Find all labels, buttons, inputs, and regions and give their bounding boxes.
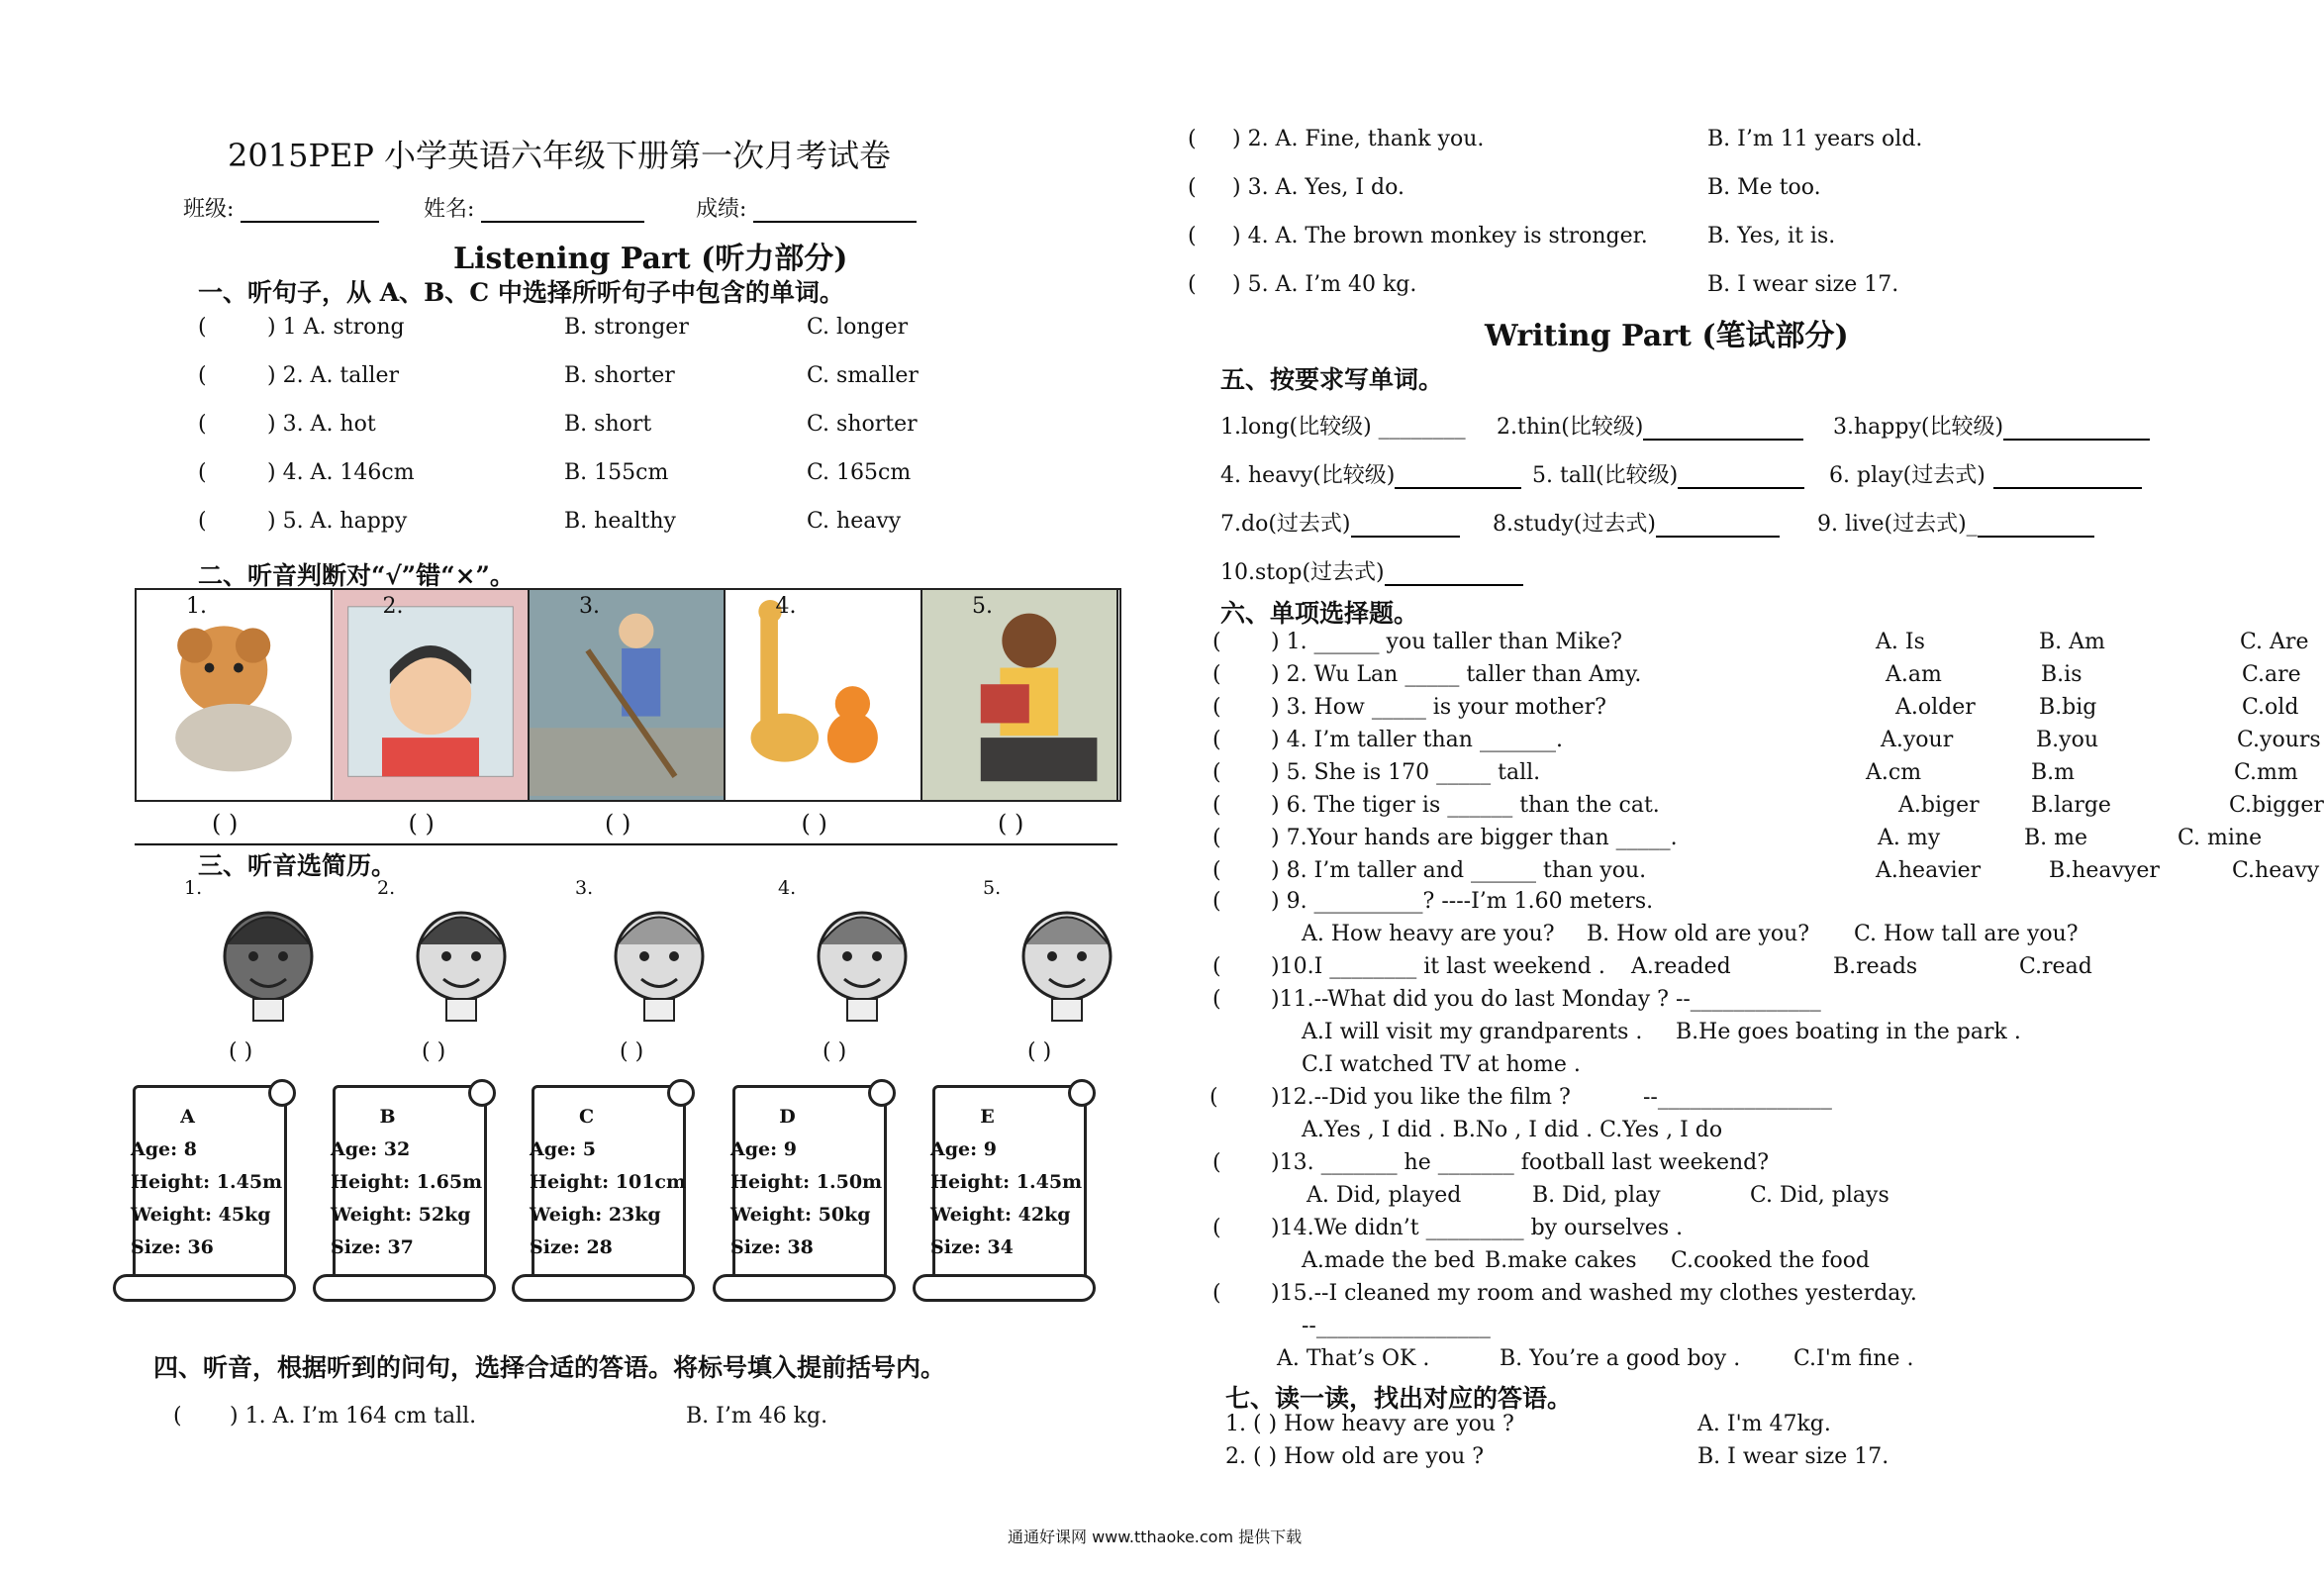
answer-paren[interactable]: ( )	[229, 1039, 253, 1064]
answer-paren[interactable]: ( )	[1027, 1039, 1052, 1064]
q10-opt-c: C.read	[2019, 954, 2092, 979]
card-label: D	[779, 1106, 796, 1128]
sec4-option-b: B. Yes, it is.	[1707, 224, 1836, 248]
q-option-b: B.m	[2031, 760, 2076, 785]
face-number: 3.	[575, 877, 594, 899]
card-weight: Weight: 52kg	[331, 1204, 471, 1226]
answer-blank[interactable]	[2003, 439, 2150, 441]
sec4-paren[interactable]: (	[1188, 272, 1197, 297]
scroll-roll-icon	[113, 1274, 296, 1302]
sec5-item4-label: 4. heavy(比较级)	[1220, 463, 1396, 488]
section6-title: 六、单项选择题。	[1220, 599, 1419, 628]
sec1-option-c: C. 165cm	[807, 460, 912, 485]
answer-paren[interactable]: ( )	[823, 1039, 847, 1064]
q13-paren[interactable]: (	[1212, 1150, 1221, 1175]
q-option-b: B. me	[2024, 826, 2088, 850]
q-option-b: B.is	[2041, 662, 2082, 687]
sec5-item7	[1220, 507, 1460, 538]
q13-opt-b: B. Did, play	[1532, 1183, 1661, 1208]
q-option-b: B.large	[2031, 793, 2111, 818]
card-age: Age: 9	[930, 1138, 997, 1160]
q-option-a: A.your	[1881, 728, 1954, 752]
q9-paren[interactable]: (	[1212, 889, 1221, 914]
q-option-c: C.heavy	[2232, 858, 2320, 883]
sec4-question: ) 3. A. Yes, I do.	[1232, 175, 1404, 200]
sec4-question: ) 5. A. I’m 40 kg.	[1232, 272, 1417, 297]
q-paren[interactable]: (	[1212, 826, 1221, 850]
class-label: 班级:	[183, 197, 235, 222]
section3-cards	[113, 1079, 1122, 1317]
q-paren[interactable]: (	[1212, 858, 1221, 883]
card-size: Size: 36	[131, 1236, 214, 1258]
q-paren[interactable]: (	[1212, 728, 1221, 752]
q10-text: )10.I ________ it last weekend .	[1271, 954, 1605, 979]
q-text: ) 8. I’m taller and ______ than you.	[1271, 858, 1647, 883]
illustration	[530, 590, 724, 800]
card-size: Size: 37	[331, 1236, 414, 1258]
q-paren[interactable]: (	[1212, 662, 1221, 687]
q14-opt-a: A.made the bed	[1302, 1248, 1476, 1273]
answer-blank[interactable]	[1395, 487, 1521, 489]
profile-card-b[interactable]	[313, 1079, 496, 1302]
q15-text: )15.--I cleaned my room and washed my clothes yesterday.	[1271, 1281, 1917, 1306]
sec1-option-b: B. healthy	[564, 509, 676, 534]
section2-picture-strip	[135, 588, 1121, 802]
card-label: C	[578, 1106, 595, 1128]
card-height: Height: 1.45m	[131, 1171, 283, 1193]
card-height: Height: 1.45m	[930, 1171, 1083, 1193]
illustration	[137, 590, 331, 800]
illustration	[334, 590, 528, 800]
q14-paren[interactable]: (	[1212, 1216, 1221, 1240]
sec1-option-c: C. shorter	[807, 412, 918, 437]
sec5-item10	[1220, 555, 1523, 586]
q-option-c: C.bigger	[2229, 793, 2324, 818]
sec4-q1-paren[interactable]: (	[173, 1404, 182, 1429]
sec4-option-b: B. Me too.	[1707, 175, 1821, 200]
class-field	[183, 192, 379, 223]
sec5-item6-label: 6. play(过去式)	[1829, 463, 1985, 488]
score-field	[696, 192, 917, 223]
section4-questions-cont	[1188, 127, 2178, 305]
sec1-option-c: C. longer	[807, 315, 909, 340]
sec7-a2: B. I wear size 17.	[1697, 1444, 1889, 1469]
q10-opt-a: A.readed	[1631, 954, 1731, 979]
sec5-item5	[1532, 458, 1804, 489]
profile-card-e[interactable]	[913, 1079, 1096, 1302]
answer-paren[interactable]: ( )	[605, 810, 631, 838]
sec1-question: ) 5. A. happy	[267, 509, 408, 534]
section6-questions	[1212, 630, 2324, 907]
card-label: A	[180, 1106, 195, 1128]
q12-text: )12.--Did you like the film ?	[1271, 1085, 1571, 1110]
sec4-paren[interactable]: (	[1188, 127, 1197, 151]
sec5-item2-label: 2.thin(比较级)	[1497, 415, 1644, 440]
sec5-item10-label: 10.stop(过去式)	[1220, 560, 1385, 585]
q9-opt-b: B. How old are you?	[1587, 922, 1810, 946]
answer-blank[interactable]	[1993, 487, 2142, 489]
q-option-c: C.mm	[2234, 760, 2298, 785]
q15-opt-a: A. That’s OK .	[1277, 1346, 1430, 1371]
face-number: 2.	[377, 877, 396, 899]
q-option-b: B.heavyer	[2049, 858, 2160, 883]
q11-text: )11.--What did you do last Monday ? --____________	[1271, 987, 1821, 1012]
scroll-roll-icon	[713, 1274, 896, 1302]
card-size: Size: 34	[930, 1236, 1014, 1258]
answer-blank[interactable]	[1678, 487, 1804, 489]
picture-number: 4.	[775, 594, 797, 619]
sec5-item5-label: 5. tall(比较级)	[1532, 463, 1679, 488]
q-option-a: A.heavier	[1876, 858, 1982, 883]
face-icon	[600, 895, 719, 1024]
card-age: Age: 32	[331, 1138, 411, 1160]
q-option-a: A.am	[1886, 662, 1942, 687]
sec7-q1: 1. ( ) How heavy are you ?	[1225, 1412, 1514, 1436]
section1-questions	[198, 315, 950, 552]
face-number: 5.	[983, 877, 1002, 899]
card-text	[331, 1101, 482, 1264]
q11-opt-c: C.I watched TV at home .	[1302, 1052, 1581, 1077]
card-text	[530, 1101, 686, 1264]
q13-opt-a: A. Did, played	[1307, 1183, 1462, 1208]
section3-title: 三、听音选简历。	[198, 851, 397, 880]
card-text	[131, 1101, 282, 1264]
sec1-option-b: B. shorter	[564, 363, 675, 388]
q9-text: ) 9. __________? ----I’m 1.60 meters.	[1271, 889, 1654, 914]
answer-blank[interactable]	[1385, 584, 1523, 586]
face-4	[803, 895, 921, 1024]
face-1	[209, 895, 328, 1024]
picture-number: 3.	[579, 594, 600, 619]
answer-blank[interactable]	[1351, 536, 1460, 538]
writing-part-title: Writing Part (笔试部分)	[1485, 319, 1849, 353]
sec1-question: ) 3. A. hot	[267, 412, 376, 437]
sec1-question: ) 2. A. taller	[267, 363, 399, 388]
q15-opt-b: B. You’re a good boy .	[1500, 1346, 1741, 1371]
footer-credit: 通通好课网 www.tthaoke.com 提供下载	[1008, 1528, 1303, 1546]
sec5-item9	[1817, 507, 2094, 538]
face-number: 1.	[184, 877, 203, 899]
sec1-paren[interactable]: (	[198, 363, 207, 388]
answer-blank[interactable]	[1643, 439, 1803, 441]
card-size: Size: 28	[530, 1236, 613, 1258]
illustration	[922, 590, 1116, 800]
sec1-paren[interactable]: (	[198, 509, 207, 534]
divider	[135, 843, 1117, 845]
q-paren[interactable]: (	[1212, 793, 1221, 818]
q13-opt-c: C. Did, plays	[1750, 1183, 1889, 1208]
sec5-item4	[1220, 458, 1521, 489]
card-weight: Weigh: 23kg	[530, 1204, 661, 1226]
picture-4	[726, 590, 922, 800]
face-5	[1008, 895, 1126, 1024]
profile-card-c[interactable]	[512, 1079, 695, 1302]
section7-title: 七、读一读，找出对应的答语。	[1225, 1384, 1573, 1413]
q-option-a: A.biger	[1898, 793, 1980, 818]
card-text	[930, 1101, 1082, 1264]
q14-text: )14.We didn’t _________ by ourselves .	[1271, 1216, 1684, 1240]
q14-opt-b: B.make cakes	[1485, 1248, 1637, 1273]
face-icon	[1008, 895, 1126, 1024]
sec7-q2: 2. ( ) How old are you ?	[1225, 1444, 1485, 1469]
q-option-c: C.are	[2242, 662, 2301, 687]
card-age: Age: 5	[530, 1138, 596, 1160]
face-icon	[803, 895, 921, 1024]
q-option-b: B. Am	[2039, 630, 2105, 654]
sec1-question: ) 1 A. strong	[267, 315, 405, 340]
sec1-paren[interactable]: (	[198, 460, 207, 485]
profile-card-a[interactable]	[113, 1079, 296, 1302]
q-paren[interactable]: (	[1212, 630, 1221, 654]
sec1-option-c: C. smaller	[807, 363, 919, 388]
name-field	[424, 192, 644, 223]
class-blank[interactable]	[241, 221, 379, 223]
q10-opt-b: B.reads	[1833, 954, 1918, 979]
q12-paren[interactable]: (	[1210, 1085, 1218, 1110]
card-weight: Weight: 42kg	[930, 1204, 1071, 1226]
q11-opt-b: B.He goes boating in the park .	[1676, 1020, 2021, 1044]
face-2	[402, 895, 521, 1024]
card-height: Height: 1.65m	[331, 1171, 483, 1193]
card-height: Height: 101cm	[530, 1171, 687, 1193]
sec1-option-b: B. short	[564, 412, 652, 437]
face-icon	[402, 895, 521, 1024]
answer-paren[interactable]: ( )	[801, 810, 827, 838]
q-option-c: C. Are	[2240, 630, 2309, 654]
page-title: 2015PEP 小学英语六年级下册第一次月考试卷	[228, 137, 892, 174]
face-3	[600, 895, 719, 1024]
card-text	[730, 1101, 882, 1264]
card-age: Age: 8	[131, 1138, 197, 1160]
sec4-paren[interactable]: (	[1188, 175, 1197, 200]
answer-blank[interactable]	[1978, 536, 2094, 538]
q-text: ) 1. ______ you taller than Mike?	[1271, 630, 1622, 654]
q12-blank[interactable]: --________________	[1643, 1085, 1832, 1110]
q15-opt-c: C.I'm fine .	[1793, 1346, 1914, 1371]
sec5-item2	[1497, 410, 1803, 441]
q13-text: )13. _______ he _______ football last weekend?	[1271, 1150, 1770, 1175]
card-age: Age: 9	[730, 1138, 797, 1160]
section3-faces	[135, 877, 1124, 1075]
picture-5	[922, 590, 1118, 800]
card-label: E	[980, 1106, 995, 1128]
face-number: 4.	[778, 877, 797, 899]
q-option-b: B.you	[2036, 728, 2099, 752]
name-label: 姓名:	[424, 197, 475, 222]
score-label: 成绩:	[696, 197, 747, 222]
picture-number: 1.	[186, 594, 207, 619]
q-text: ) 5. She is 170 _____ tall.	[1271, 760, 1541, 785]
scroll-roll-icon	[512, 1274, 695, 1302]
q-text: ) 3. How _____ is your mother?	[1271, 695, 1606, 720]
sec1-paren[interactable]: (	[198, 315, 207, 340]
sec1-paren[interactable]: (	[198, 412, 207, 437]
face-icon	[209, 895, 328, 1024]
q-option-a: A. my	[1878, 826, 1941, 850]
section2-answer-row	[135, 810, 1117, 839]
sec4-q1: ) 1. A. I’m 164 cm tall.	[230, 1404, 477, 1429]
q9-opt-a: A. How heavy are you?	[1302, 922, 1555, 946]
answer-paren[interactable]: ( )	[620, 1039, 644, 1064]
section5-title: 五、按要求写单词。	[1220, 365, 1444, 394]
q12-opts: A.Yes , I did . B.No , I did . C.Yes , I do	[1302, 1118, 1723, 1142]
q-option-a: A. Is	[1876, 630, 1925, 654]
answer-blank[interactable]	[1656, 536, 1780, 538]
q10-paren[interactable]: (	[1212, 954, 1221, 979]
q-text: ) 7.Your hands are bigger than _____.	[1271, 826, 1678, 850]
card-height: Height: 1.50m	[730, 1171, 883, 1193]
q-option-b: B.big	[2039, 695, 2097, 720]
q-paren[interactable]: (	[1212, 760, 1221, 785]
sec5-item8-label: 8.study(过去式)	[1493, 512, 1656, 537]
q11-paren[interactable]: (	[1212, 987, 1221, 1012]
sec4-q1-b: B. I’m 46 kg.	[686, 1404, 828, 1429]
section2-title: 二、听音判断对“√”错“×”。	[198, 561, 515, 590]
q-option-c: C.old	[2242, 695, 2299, 720]
answer-paren[interactable]: ( )	[212, 810, 239, 838]
picture-3	[530, 590, 726, 800]
sec1-option-b: B. 155cm	[564, 460, 669, 485]
sec5-item7-label: 7.do(过去式)	[1220, 512, 1351, 537]
scroll-roll-icon	[313, 1274, 496, 1302]
sec5-item6	[1829, 458, 2142, 489]
sec5-item9-label: 9. live(过去式)_	[1817, 512, 1978, 537]
q-option-a: A.cm	[1866, 760, 1922, 785]
q14-opt-c: C.cooked the food	[1671, 1248, 1871, 1273]
q11-opt-a: A.I will visit my grandparents .	[1302, 1020, 1643, 1044]
sec5-item1: 1.long(比较级) ________	[1220, 415, 1466, 440]
section1-title: 一、听句子，从 A、B、C 中选择所听句子中包含的单词。	[198, 278, 844, 307]
listening-part-title: Listening Part (听力部分)	[453, 242, 848, 276]
sec7-a1: A. I'm 47kg.	[1697, 1412, 1831, 1436]
answer-paren[interactable]: ( )	[998, 810, 1024, 838]
picture-1	[137, 590, 333, 800]
scroll-roll-icon	[913, 1274, 1096, 1302]
card-label: B	[379, 1106, 396, 1128]
q-paren[interactable]: (	[1212, 695, 1221, 720]
picture-number: 2.	[382, 594, 404, 619]
card-weight: Weight: 45kg	[131, 1204, 271, 1226]
sec1-option-b: B. stronger	[564, 315, 689, 340]
q-text: ) 6. The tiger is ______ than the cat.	[1271, 793, 1660, 818]
picture-2	[334, 590, 530, 800]
section4-title: 四、听音，根据听到的问句，选择合适的答语。将标号填入提前括号内。	[153, 1353, 946, 1382]
q-option-c: C. mine	[2178, 826, 2263, 850]
card-size: Size: 38	[730, 1236, 814, 1258]
sec4-option-b: B. I wear size 17.	[1707, 272, 1899, 297]
sec5-item3-label: 3.happy(比较级)	[1833, 415, 2004, 440]
sec5-item3	[1833, 410, 2150, 441]
sec4-question: ) 2. A. Fine, thank you.	[1232, 127, 1485, 151]
sec5-item8	[1493, 507, 1780, 538]
picture-number: 5.	[972, 594, 993, 619]
sec4-paren[interactable]: (	[1188, 224, 1197, 248]
profile-card-d[interactable]	[713, 1079, 896, 1302]
q9-opt-c: C. How tall are you?	[1854, 922, 2079, 946]
q15-blank[interactable]: --________________	[1302, 1314, 1491, 1338]
q15-paren[interactable]: (	[1212, 1281, 1221, 1306]
illustration	[726, 590, 920, 800]
name-blank[interactable]	[481, 221, 644, 223]
sec4-question: ) 4. A. The brown monkey is stronger.	[1232, 224, 1648, 248]
q-text: ) 2. Wu Lan _____ taller than Amy.	[1271, 662, 1642, 687]
sec4-option-b: B. I’m 11 years old.	[1707, 127, 1923, 151]
sec1-question: ) 4. A. 146cm	[267, 460, 415, 485]
q-text: ) 4. I’m taller than _______.	[1271, 728, 1563, 752]
score-blank[interactable]	[753, 221, 917, 223]
q-option-a: A.older	[1895, 695, 1976, 720]
card-weight: Weight: 50kg	[730, 1204, 871, 1226]
sec1-option-c: C. heavy	[807, 509, 902, 534]
q-option-c: C.yours	[2237, 728, 2321, 752]
answer-paren[interactable]: ( )	[408, 810, 435, 838]
answer-paren[interactable]: ( )	[422, 1039, 446, 1064]
